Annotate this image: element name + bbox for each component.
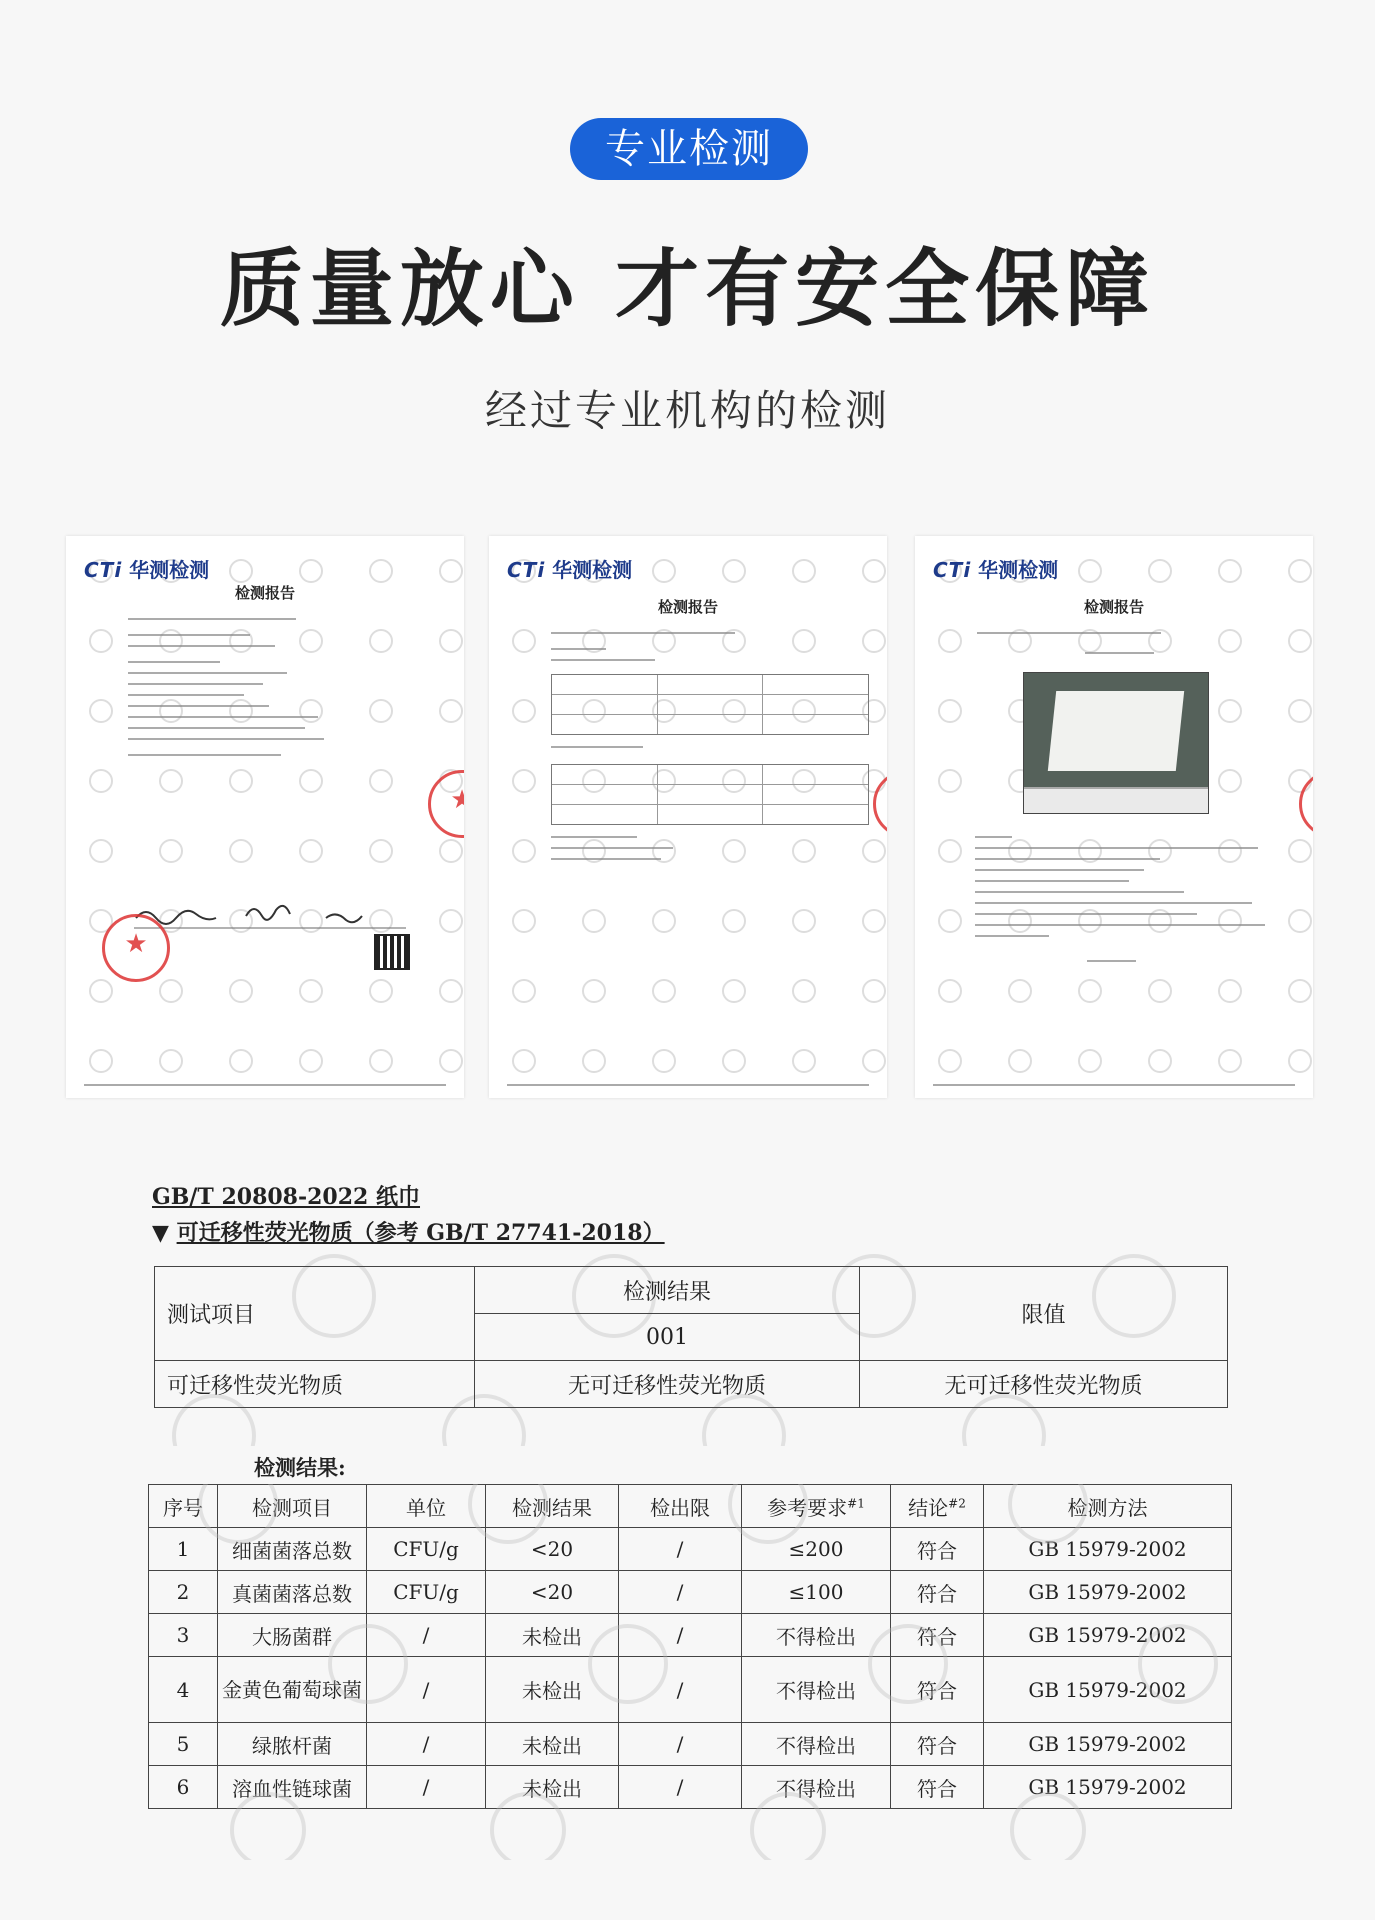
- table-cell: 5: [149, 1723, 218, 1766]
- table-header-row: [149, 1485, 1232, 1528]
- table-row: [149, 1657, 1232, 1723]
- signature-icon: [126, 898, 416, 938]
- certificate-footer-line: [84, 1084, 446, 1086]
- certificate-text-lines: [975, 836, 1283, 946]
- table-header: 单位: [367, 1485, 486, 1528]
- cti-logo-mark: CTi: [933, 558, 972, 582]
- sample-photo: [1023, 672, 1209, 814]
- table-cell: GB 15979-2002: [984, 1614, 1232, 1657]
- certificate-2: [489, 536, 887, 1098]
- table-cell: 符合: [891, 1528, 984, 1571]
- table-cell: /: [619, 1614, 742, 1657]
- red-seal-icon: [102, 914, 170, 982]
- table-header: 序号: [149, 1485, 218, 1528]
- table-cell: 溶血性链球菌: [218, 1766, 367, 1809]
- triangle-down-icon: ▼: [152, 1220, 169, 1246]
- table-cell: CFU/g: [367, 1528, 486, 1571]
- cti-logo-mark: CTi: [507, 558, 546, 582]
- table-cell: /: [619, 1657, 742, 1723]
- cti-logo: [507, 554, 632, 583]
- certificate-title: 检测报告: [1083, 598, 1144, 616]
- page-subheadline: 经过专业机构的检测: [484, 386, 890, 435]
- table-cell: ≤200: [742, 1528, 891, 1571]
- cti-logo-text: 华测检测: [978, 558, 1059, 582]
- table-row: [149, 1766, 1232, 1809]
- table-cell: /: [619, 1766, 742, 1809]
- page-headline: 质量放心 才有安全保障: [219, 240, 1156, 338]
- table-cell: 真菌菌落总数: [218, 1571, 367, 1614]
- table-cell: 3: [149, 1614, 218, 1657]
- table-cell: GB 15979-2002: [984, 1766, 1232, 1809]
- table-cell: GB 15979-2002: [984, 1528, 1232, 1571]
- certificate-footer-line: [933, 1084, 1295, 1086]
- table-cell: 未检出: [486, 1614, 619, 1657]
- table-cell: 大肠菌群: [218, 1614, 367, 1657]
- table-header: 参考要求$^{\#1}$: [742, 1485, 891, 1528]
- table-cell: /: [367, 1657, 486, 1723]
- certificate-1: [66, 536, 464, 1098]
- cti-logo: [84, 554, 209, 583]
- table-cell: GB 15979-2002: [984, 1723, 1232, 1766]
- table-subheader: 001: [475, 1314, 860, 1361]
- table-cell: 符合: [891, 1571, 984, 1614]
- table-cell: 未检出: [486, 1723, 619, 1766]
- cti-logo-text: 华测检测: [129, 558, 210, 582]
- table-header: 检测结果: [486, 1485, 619, 1528]
- cti-logo: [933, 554, 1058, 583]
- table-header: 结论$^{\#2}$: [891, 1485, 984, 1528]
- table-cell: <20: [486, 1528, 619, 1571]
- table-row: [149, 1723, 1232, 1766]
- table-header: 检测结果: [475, 1267, 860, 1314]
- table-cell: 4: [149, 1657, 218, 1723]
- section-badge: 专业检测: [570, 118, 808, 180]
- table-cell: /: [619, 1528, 742, 1571]
- cti-logo-mark: CTi: [84, 558, 123, 582]
- table-cell: /: [367, 1766, 486, 1809]
- qr-code-icon: [374, 934, 410, 970]
- table-cell: /: [367, 1614, 486, 1657]
- table-cell: 1: [149, 1528, 218, 1571]
- cti-logo-text: 华测检测: [552, 558, 633, 582]
- table-cell: /: [619, 1723, 742, 1766]
- table-header: 检测方法: [984, 1485, 1232, 1528]
- table-cell: 符合: [891, 1614, 984, 1657]
- table-cell: 符合: [891, 1723, 984, 1766]
- results-label: 检测结果:: [254, 1455, 346, 1480]
- fluorescent-heading-text: 可迁移性荧光物质（参考 GB/T 27741-2018）: [176, 1220, 665, 1246]
- microbial-results-table: [148, 1484, 1232, 1809]
- table-row: [149, 1571, 1232, 1614]
- table-row: [149, 1614, 1232, 1657]
- table-cell: 6: [149, 1766, 218, 1809]
- table-cell: 无可迁移性荧光物质: [860, 1361, 1228, 1408]
- table-cell: CFU/g: [367, 1571, 486, 1614]
- table-cell: ≤100: [742, 1571, 891, 1614]
- table-header: 检出限: [619, 1485, 742, 1528]
- table-cell: 不得检出: [742, 1766, 891, 1809]
- certificate-mini-table: [551, 674, 869, 735]
- table-cell: 绿脓杆菌: [218, 1723, 367, 1766]
- table-header: 测试项目: [155, 1267, 475, 1361]
- table-cell: 未检出: [486, 1657, 619, 1723]
- certificate-3: [915, 536, 1313, 1098]
- table-cell: 细菌菌落总数: [218, 1528, 367, 1571]
- table-cell: 未检出: [486, 1766, 619, 1809]
- table-cell: /: [619, 1571, 742, 1614]
- certificate-title: 检测报告: [657, 598, 718, 616]
- fluorescent-heading: [152, 1216, 665, 1247]
- standard-heading: GB/T 20808-2022 纸巾: [152, 1184, 421, 1210]
- certificate-mini-table: [551, 764, 869, 825]
- table-cell: GB 15979-2002: [984, 1571, 1232, 1614]
- table-cell: <20: [486, 1571, 619, 1614]
- certificate-title: 检测报告: [234, 584, 295, 602]
- certificate-text-lines: [128, 618, 434, 765]
- table-header: 限值: [860, 1267, 1228, 1361]
- table-cell: /: [367, 1723, 486, 1766]
- table-cell: 不得检出: [742, 1614, 891, 1657]
- table-cell: 不得检出: [742, 1723, 891, 1766]
- table-cell: 符合: [891, 1766, 984, 1809]
- watermark-pattern-icon: [915, 536, 1313, 1098]
- table-cell: 可迁移性荧光物质: [155, 1361, 475, 1408]
- table-cell: GB 15979-2002: [984, 1657, 1232, 1723]
- fluorescent-table: [154, 1266, 1228, 1408]
- table-row: [149, 1528, 1232, 1571]
- table-cell: 2: [149, 1571, 218, 1614]
- certificate-text-lines: [551, 632, 857, 670]
- table-cell: 金黄色葡萄球菌: [218, 1657, 367, 1723]
- table-header: 检测项目: [218, 1485, 367, 1528]
- table-cell: 无可迁移性荧光物质: [475, 1361, 860, 1408]
- table-cell: 不得检出: [742, 1657, 891, 1723]
- table-cell: 符合: [891, 1657, 984, 1723]
- certificate-footer-line: [507, 1084, 869, 1086]
